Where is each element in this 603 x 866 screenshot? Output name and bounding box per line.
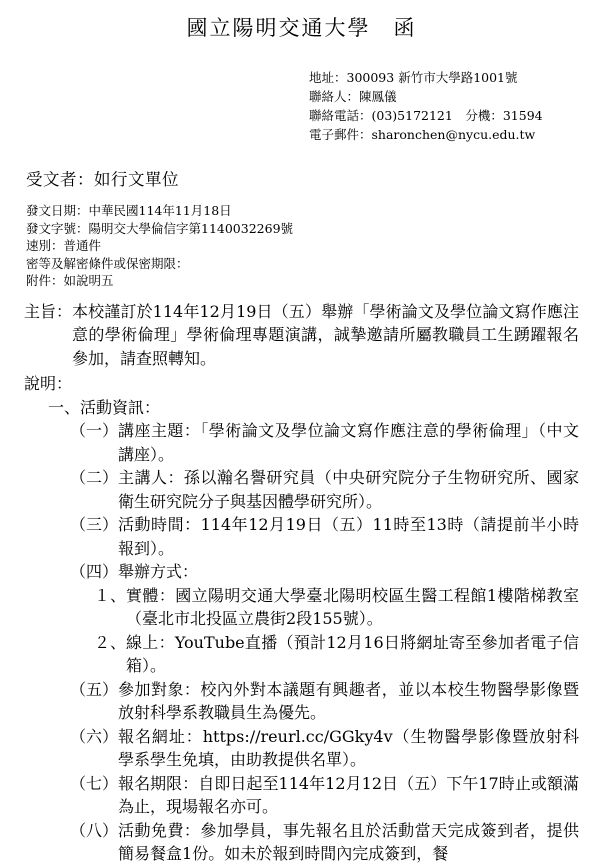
page-title: 國立陽明交通大學 函 [186,16,417,40]
meta-block [26,202,579,290]
sub-item-2-label: （二） [70,468,119,487]
sub-sub-item-2-label: ２、 [94,632,127,652]
sub-item-4 [70,560,579,584]
sub-sub-item-1 [94,584,579,631]
sub-item-7 [70,772,579,819]
contact-block [309,68,579,144]
recipient-line: 受文者：如行文單位 [26,170,179,189]
explanation-item-1-text: 活動資訊： [80,397,161,417]
meta-confidentiality: 密等及解密條件或保密期限： [26,255,189,271]
sub-item-3-text: 活動時間：114年12月19日（五）11時至13時（請提前半小時報到）。 [118,515,579,558]
contact-phone: 聯絡電話：(03)5172121 分機：31594 [309,108,543,123]
explanation-item-1 [48,396,579,420]
meta-speed: 速別：普通件 [26,238,102,253]
sub-item-6 [70,725,579,772]
sub-item-1-label: （一） [70,421,119,440]
explanation-item-1-label: 一、 [48,397,81,417]
sub-sub-item-1-text: 實體：國立陽明交通大學臺北陽明校區生醫工程館1樓階梯教室（臺北市北投區立農街2段155號）。 [126,585,579,628]
meta-doc-number: 發文字號：陽明交大學倫信字第1140032269號 [26,220,294,236]
document-page [0,12,603,863]
contact-email: 電子郵件：sharonchen@nycu.edu.tw [309,127,536,142]
subject-text: 本校謹訂於114年12月19日（五）舉辦「學術論文及學位論文寫作應注意的學術倫理」學術倫理專題演講，誠摯邀請所屬教職員工生踴躍報名參加，請查照轉知。 [72,301,579,368]
sub-item-8 [70,819,579,866]
sub-item-4-label: （四） [70,562,119,581]
sub-item-5 [70,678,579,725]
sub-item-3-label: （三） [70,515,119,534]
subject-label: 主旨： [24,301,73,321]
sub-item-7-label: （七） [70,773,119,793]
sub-item-1 [70,419,579,466]
sub-item-2-text: 主講人：孫以瀚名譽研究員（中央研究院分子生物研究所、國家衛生研究院分子與基因體學研究所）。 [118,468,579,511]
sub-item-3 [70,513,579,560]
contact-person: 聯絡人：陳鳳儀 [309,89,397,104]
subject-section [24,300,579,371]
sub-item-5-label: （五） [70,679,119,699]
sub-item-8-text: 活動免費：參加學員，事先報名且於活動當天完成簽到者，提供簡易餐盒1份。如未於報到時間內完成簽到，餐 [118,820,579,863]
sub-sub-item-2 [94,631,579,678]
meta-attachment: 附件：如說明五 [26,273,114,288]
sub-item-6-text: 報名網址：https://reurl.cc/GGky4v（生物醫學影像暨放射科學系學生免填，由助教提供名單）。 [118,726,579,769]
sub-sub-item-1-label: １、 [94,585,127,605]
contact-address: 地址：300093 新竹市大學路1001號 [309,70,518,85]
sub-item-2 [70,466,579,513]
sub-item-1-text: 講座主題：「學術論文及學位論文寫作應注意的學術倫理」（中文講座）。 [118,421,579,464]
sub-item-6-label: （六） [70,726,119,746]
sub-sub-item-2-text: 線上：YouTube直播（預計12月16日將網址寄至參加者電子信箱）。 [126,632,579,675]
sub-item-7-text: 報名期限：自即日起至114年12月12日（五）下午17時止或額滿為止，現場報名亦可。 [118,773,579,816]
sub-item-4-text: 舉辦方式： [118,562,199,581]
meta-issue-date: 發文日期：中華民國114年11月18日 [26,203,232,218]
sub-item-5-text: 參加對象：校內外對本議題有興趣者，並以本校生物醫學影像暨放射科學系教職員生為優先。 [118,679,579,722]
sub-item-8-label: （八） [70,820,119,840]
explanation-label: 說明： [24,374,73,393]
